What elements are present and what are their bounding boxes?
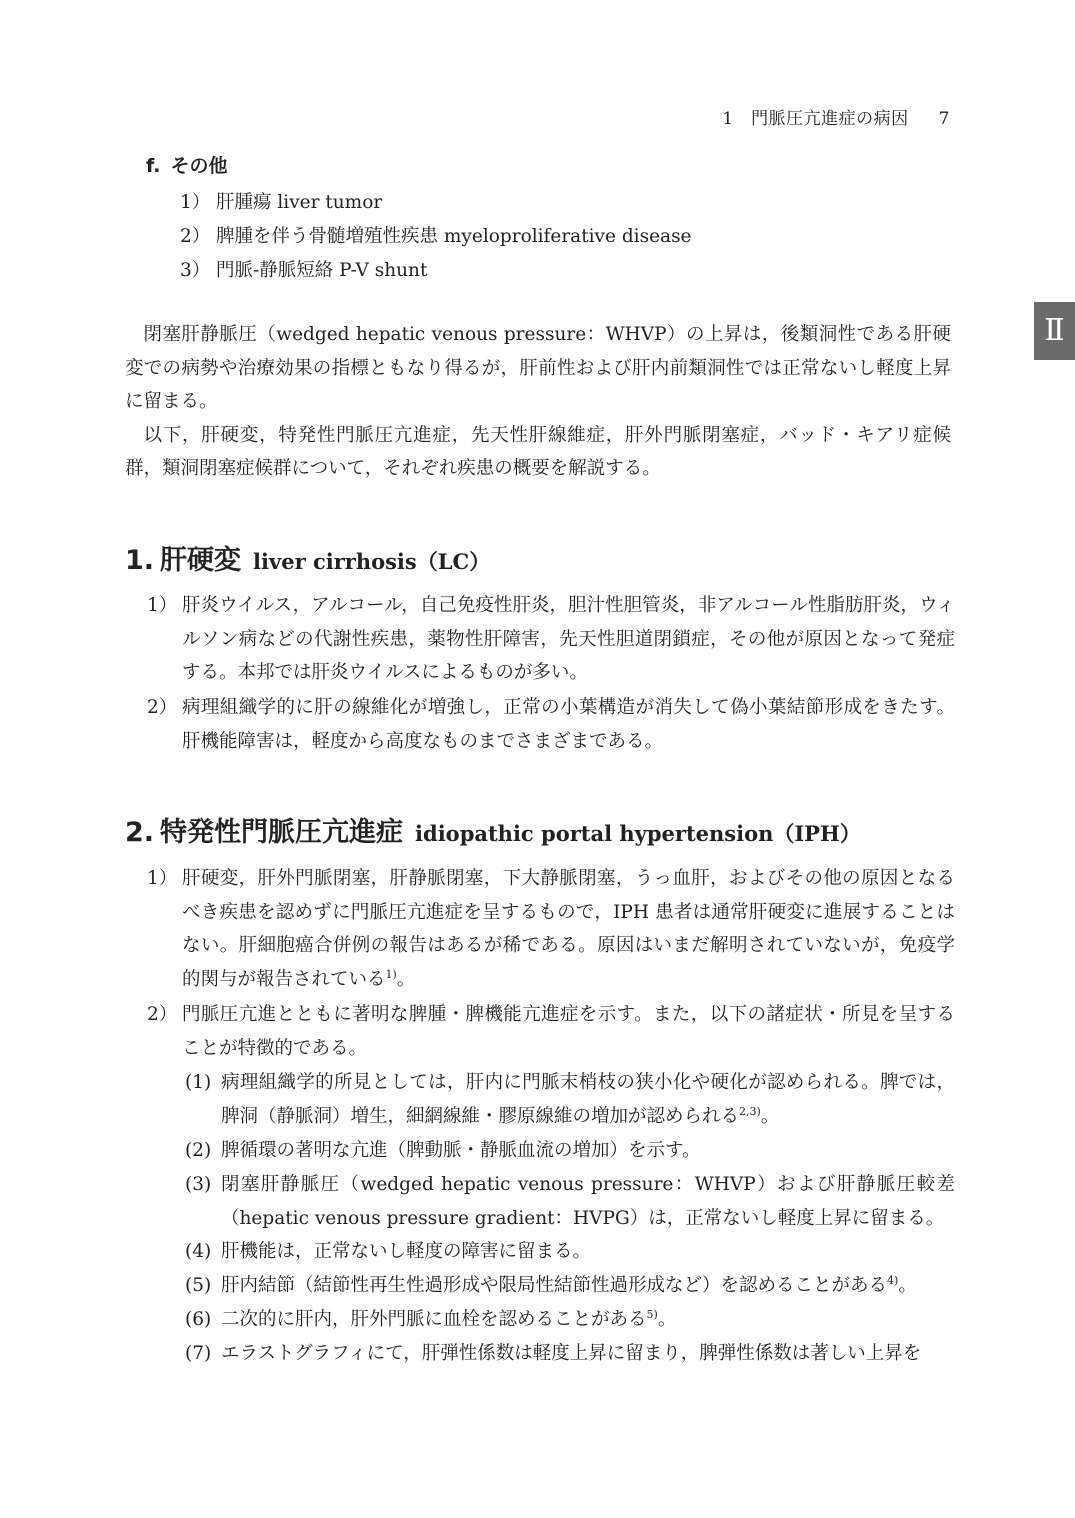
sub-list-item xyxy=(185,1269,955,1303)
list-number: 1） xyxy=(147,868,178,889)
list-item xyxy=(147,691,955,758)
section-title-jp: 肝硬変 xyxy=(160,545,242,576)
sub-list-item xyxy=(185,1303,955,1337)
list-item xyxy=(147,589,955,690)
list-number: 2） xyxy=(147,1004,178,1025)
sub-list-text-tail: 。 xyxy=(657,1309,677,1330)
list-number: 1） xyxy=(180,192,211,213)
sub-list-text: 脾循環の著明な亢進（脾動脈・静脈血流の増加）を示す。 xyxy=(221,1140,701,1161)
sub-list-number: (4) xyxy=(185,1241,212,1262)
sub-list-number: (3) xyxy=(185,1174,212,1195)
sub-list-text-body: 二次的に肝内，肝外門脈に血栓を認めることがある xyxy=(221,1309,647,1330)
list-text: 脾腫を伴う骨髄増殖性疾患 myeloproliferative disease xyxy=(216,226,692,247)
list-item xyxy=(180,188,382,214)
intro-text xyxy=(125,318,951,486)
citation: 1) xyxy=(385,967,397,981)
sub-list-text: 閉塞肝静脈圧（wedged hepatic venous pressure：WHVP）および肝静脈圧較差（hepatic venous pressure gradient：HVPG）は，正常ないし軽度上昇に留まる。 xyxy=(221,1174,955,1229)
intro-paragraph-1: 閉塞肝静脈圧（wedged hepatic venous pressure：WHVP）の上昇は，後類洞性である肝硬変での病勢や治療効果の指標ともなり得るが，肝前性および肝内前類洞性では正常ないし軽度上昇に留まる。 xyxy=(125,324,951,412)
section-heading-iph xyxy=(125,810,861,849)
sub-list-text-body: 病理組織学的所見としては，肝内に門脈末梢枝の狭小化や硬化が認められる。脾では，脾洞（静脈洞）増生，細網線維・膠原線維の増加が認められる xyxy=(221,1072,955,1127)
list-item xyxy=(147,998,955,1065)
subsection-label: その他 xyxy=(170,155,228,177)
list-number: 3） xyxy=(180,260,211,281)
subsection-marker: f. xyxy=(146,155,161,177)
citation: 4) xyxy=(887,1274,899,1287)
list-item xyxy=(180,256,427,282)
section-number: 2. xyxy=(125,817,155,848)
running-head xyxy=(722,104,950,129)
sub-list-text xyxy=(185,1303,955,1337)
list-text: 肝腫瘍 liver tumor xyxy=(216,192,383,213)
page-number: 7 xyxy=(938,109,950,129)
sub-list-number: (6) xyxy=(185,1309,212,1330)
list-number: 2） xyxy=(147,697,178,718)
sub-list-number: (5) xyxy=(185,1275,212,1296)
chapter-tab: Ⅱ xyxy=(1034,302,1075,360)
section-title-en: idiopathic portal hypertension（IPH） xyxy=(415,821,861,846)
list-text-tail: 。 xyxy=(396,968,416,990)
list-item xyxy=(180,222,692,248)
sub-list-item xyxy=(185,1235,955,1269)
sub-list-text: エラストグラフィにて，肝弾性係数は軽度上昇に留まり，脾弾性係数は著しい上昇を xyxy=(221,1343,922,1364)
citation: 2,3) xyxy=(739,1104,761,1118)
list-item xyxy=(147,862,955,996)
list-text: 門脈-静脈短絡 P-V shunt xyxy=(216,260,428,281)
sub-list-number: (2) xyxy=(185,1140,212,1161)
section-title-jp: 特発性門脈圧亢進症 xyxy=(160,817,404,848)
list-text-body: 肝硬変，肝外門脈閉塞，肝静脈閉塞，下大静脈閉塞，うっ血肝，およびその他の原因となるべき疾患を認めずに門脈圧亢進症を呈するもので，IPH 患者は通常肝硬変に進展することはない。肝細胞癌合併例の報告はあるが稀である。原因はいまだ解明されていないが，免疫学的関与が報告されている xyxy=(182,868,955,990)
list-text: 門脈圧亢進とともに著明な脾腫・脾機能亢進症を示す。また，以下の諸症状・所見を呈することが特徴的である。 xyxy=(182,1004,955,1059)
sub-list-number: (7) xyxy=(185,1343,212,1364)
sub-list-text: 肝機能は，正常ないし軽度の障害に留まる。 xyxy=(221,1241,592,1262)
sub-list-number: (1) xyxy=(185,1072,212,1093)
section-number: 1. xyxy=(125,545,155,576)
list-text xyxy=(147,862,955,996)
list-number: 2） xyxy=(180,226,211,247)
citation: 5) xyxy=(646,1308,658,1321)
intro-paragraph-2: 以下，肝硬変，特発性門脈圧亢進症，先天性肝線維症，肝外門脈閉塞症，バッド・キアリ症候群，類洞閉塞症候群について，それぞれ疾患の概要を解説する。 xyxy=(125,424,951,479)
sub-list-item xyxy=(185,1066,955,1133)
sub-list-text-body: 肝内結節（結節性再生性過形成や限局性結節性過形成など）を認めることがある xyxy=(221,1275,888,1296)
sub-list-text-tail: 。 xyxy=(760,1105,780,1127)
section-title-en: liver cirrhosis（LC） xyxy=(253,549,491,574)
sub-list-text xyxy=(185,1269,955,1303)
section-heading-liver-cirrhosis xyxy=(125,538,490,577)
running-head-chapter: 1 門脈圧亢進症の病因 xyxy=(722,109,909,129)
list-number: 1） xyxy=(147,595,178,616)
sub-list-text-tail: 。 xyxy=(898,1275,917,1296)
sub-list-item xyxy=(185,1134,955,1168)
subsection-heading-f xyxy=(146,151,227,178)
sub-list-item xyxy=(185,1168,955,1235)
list-text: 病理組織学的に肝の線維化が増強し，正常の小葉構造が消失して偽小葉結節形成をきたす。肝機能障害は，軽度から高度なものまでさまざまである。 xyxy=(182,697,955,752)
sub-list-text xyxy=(185,1066,955,1133)
sub-list-item xyxy=(185,1337,955,1371)
list-text: 肝炎ウイルス，アルコール，自己免疫性肝炎，胆汁性胆管炎，非アルコール性脂肪肝炎，ウィルソン病などの代謝性疾患，薬物性肝障害，先天性胆道閉鎖症，その他が原因となって発症する。本邦では肝炎ウイルスによるものが多い。 xyxy=(182,595,955,683)
